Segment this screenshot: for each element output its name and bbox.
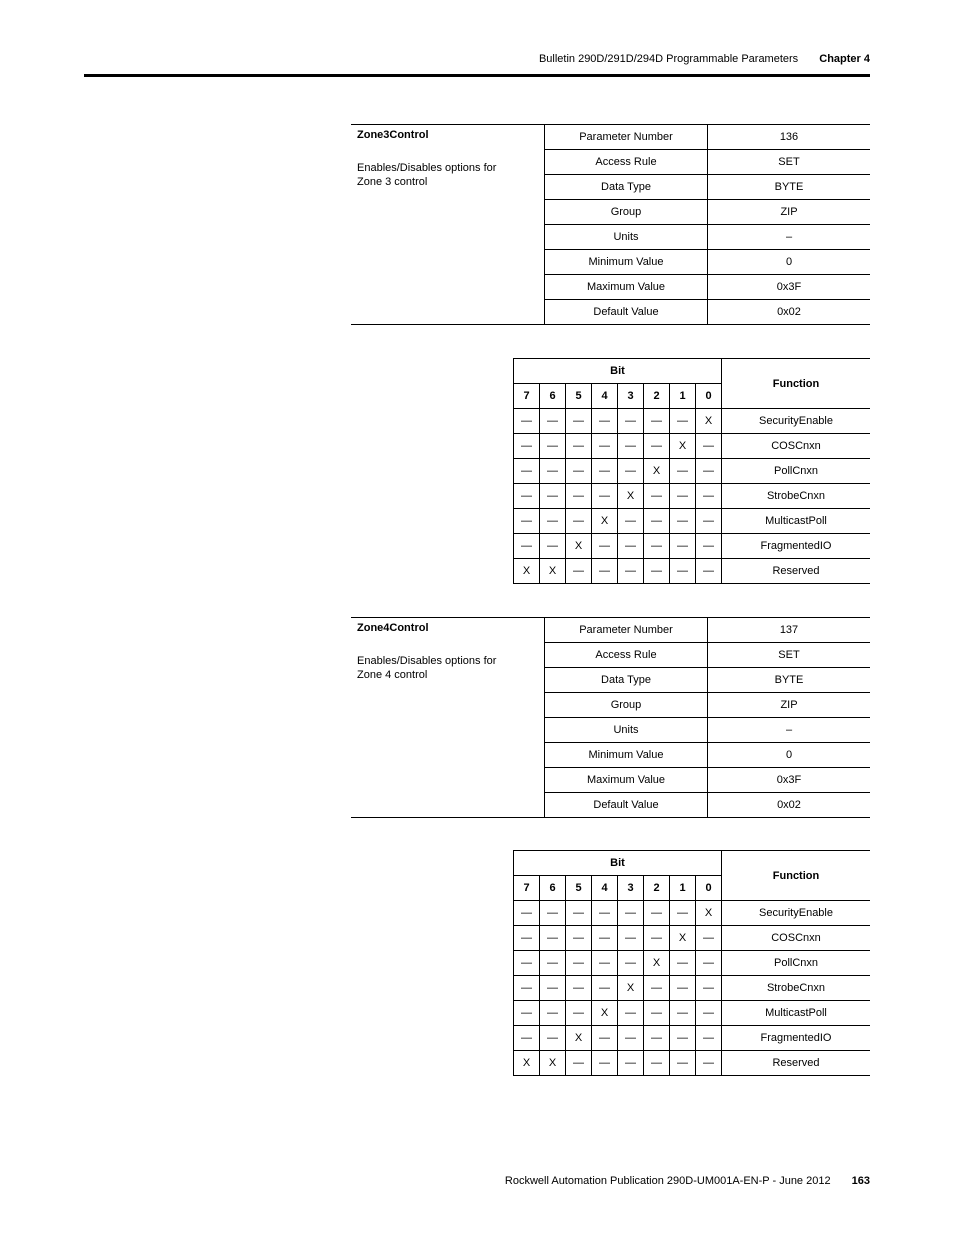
bit-cell: X [514,559,540,584]
bit-cell: — [592,434,618,459]
table-row [514,901,871,926]
bit-cell: — [592,951,618,976]
bit-number: 2 [644,384,670,409]
bit-cell: — [592,409,618,434]
bit-number: 0 [696,876,722,901]
bit-cell: — [592,534,618,559]
bit-cell: — [540,1001,566,1026]
bit-cell: — [618,459,644,484]
bit-cell: — [514,534,540,559]
header-title: Bulletin 290D/291D/294D Programmable Parameters [538,53,799,65]
bit-cell: X [696,901,722,926]
bit-cell: — [540,901,566,926]
bit-cell: — [540,951,566,976]
bit-cell: — [618,1026,644,1051]
param-label: Units [545,225,708,250]
bit-cell: — [566,509,592,534]
bit-cell: — [696,509,722,534]
bit-cell: — [592,459,618,484]
bit-cell: — [514,459,540,484]
bit-cell: — [696,459,722,484]
bit-cell: — [618,951,644,976]
param-value: BYTE [708,668,871,693]
function-cell: MulticastPoll [722,1001,871,1026]
table-row [514,1001,871,1026]
bit-number: 2 [644,876,670,901]
param-label: Group [545,200,708,225]
bit-cell: — [618,1051,644,1076]
header-rule [84,74,870,77]
bit-cell: — [618,409,644,434]
table-row [514,951,871,976]
bit-cell: X [618,976,644,1001]
bit-cell: — [644,509,670,534]
param-value: 0x3F [708,768,871,793]
bit-cell: X [540,1051,566,1076]
bit-cell: — [566,1051,592,1076]
publication-info: Rockwell Automation Publication 290D-UM001A-EN-P - June 2012 [504,1175,831,1187]
bit-cell: — [696,976,722,1001]
table-row [514,534,871,559]
bit-cell: — [566,976,592,1001]
page-footer [0,1175,870,1187]
function-cell: MulticastPoll [722,509,871,534]
bit-cell: X [540,559,566,584]
bit-cell: X [670,926,696,951]
bit-cell: — [540,976,566,1001]
bit-cell: — [566,559,592,584]
bit-cell: — [618,559,644,584]
parameter-table-zone3 [351,124,870,325]
bit-cell: — [592,559,618,584]
bit-cell: — [540,534,566,559]
function-header: Function [722,359,871,409]
bit-cell: X [592,1001,618,1026]
bit-cell: — [566,951,592,976]
bit-cell: X [592,509,618,534]
bit-cell: — [566,926,592,951]
param-label: Default Value [545,793,708,818]
bit-number: 1 [670,876,696,901]
param-label: Parameter Number [545,125,708,150]
function-cell: SecurityEnable [722,409,871,434]
table-row [514,409,871,434]
param-label: Units [545,718,708,743]
param-value: ZIP [708,693,871,718]
bit-cell: — [670,976,696,1001]
bit-cell: — [592,976,618,1001]
bit-number: 3 [618,384,644,409]
bit-cell: — [540,926,566,951]
function-cell: PollCnxn [722,951,871,976]
page-header [0,53,870,65]
bit-cell: — [644,534,670,559]
bit-cell: — [696,484,722,509]
function-cell: COSCnxn [722,926,871,951]
bit-number: 1 [670,384,696,409]
bit-cell: X [514,1051,540,1076]
bit-cell: X [670,434,696,459]
param-value: 137 [708,618,871,643]
bit-cell: — [644,1026,670,1051]
table-row [514,484,871,509]
param-value: BYTE [708,175,871,200]
bit-cell: — [514,976,540,1001]
table-row [514,926,871,951]
bit-cell: — [670,459,696,484]
bit-cell: — [540,509,566,534]
bit-cell: — [644,559,670,584]
bit-cell: — [670,534,696,559]
bit-cell: — [592,1026,618,1051]
function-cell: PollCnxn [722,459,871,484]
param-label: Group [545,693,708,718]
param-label: Access Rule [545,150,708,175]
bit-cell: — [696,1051,722,1076]
bit-cell: — [540,409,566,434]
bit-number: 7 [514,384,540,409]
function-cell: COSCnxn [722,434,871,459]
param-value: 0x02 [708,300,871,325]
bit-number: 5 [566,384,592,409]
bit-cell: — [540,434,566,459]
table-row [514,459,871,484]
bit-cell: — [644,976,670,1001]
parameter-description-cell [351,125,545,325]
bit-cell: — [644,901,670,926]
bit-cell: — [514,434,540,459]
bit-table-zone4 [513,850,870,1076]
param-label: Data Type [545,668,708,693]
table-row [514,1026,871,1051]
param-value: – [708,718,871,743]
param-value: 136 [708,125,871,150]
bit-cell: — [514,926,540,951]
bit-number: 6 [540,876,566,901]
bit-number: 5 [566,876,592,901]
bit-cell: X [644,951,670,976]
param-value: SET [708,150,871,175]
chapter-label: Chapter 4 [819,53,870,65]
bit-header: Bit [514,359,722,384]
bit-cell: — [670,951,696,976]
bit-cell: — [696,951,722,976]
bit-cell: X [696,409,722,434]
param-value: 0x3F [708,275,871,300]
function-cell: Reserved [722,1051,871,1076]
bit-cell: — [514,901,540,926]
page-number: 163 [851,1175,870,1187]
bit-cell: — [618,901,644,926]
parameter-name: Zone3Control [357,129,429,141]
bit-cell: — [540,484,566,509]
bit-cell: — [644,409,670,434]
param-label: Maximum Value [545,768,708,793]
bit-number: 4 [592,384,618,409]
bit-cell: — [566,409,592,434]
parameter-description-cell [351,618,545,818]
function-header: Function [722,851,871,901]
bit-cell: — [618,926,644,951]
bit-number: 0 [696,384,722,409]
param-label: Minimum Value [545,743,708,768]
bit-cell: — [670,1001,696,1026]
bit-cell: — [566,459,592,484]
param-value: 0x02 [708,793,871,818]
bit-cell: X [566,1026,592,1051]
parameter-table-zone4 [351,617,870,818]
bit-cell: X [618,484,644,509]
function-cell: FragmentedIO [722,1026,871,1051]
bit-cell: — [618,534,644,559]
bit-cell: — [696,1001,722,1026]
bit-cell: — [592,1051,618,1076]
bit-cell: — [618,1001,644,1026]
bit-cell: — [514,1026,540,1051]
param-value: – [708,225,871,250]
param-label: Default Value [545,300,708,325]
parameter-name: Zone4Control [357,622,429,634]
bit-cell: — [514,1001,540,1026]
bit-cell: — [592,484,618,509]
bit-cell: — [566,484,592,509]
bit-cell: — [592,926,618,951]
bit-number: 3 [618,876,644,901]
param-label: Access Rule [545,643,708,668]
bit-cell: — [566,434,592,459]
table-row [514,509,871,534]
parameter-description: Enables/Disables options for Zone 4 control [357,655,497,681]
function-cell: SecurityEnable [722,901,871,926]
parameter-description: Enables/Disables options for Zone 3 control [357,162,497,188]
bit-cell: — [670,1051,696,1076]
bit-cell: — [618,434,644,459]
bit-cell: — [618,509,644,534]
bit-cell: — [644,484,670,509]
bit-number: 7 [514,876,540,901]
table-row [514,976,871,1001]
bit-cell: — [514,951,540,976]
bit-cell: — [514,409,540,434]
bit-table-zone3 [513,358,870,584]
bit-cell: — [696,1026,722,1051]
function-cell: StrobeCnxn [722,484,871,509]
bit-cell: — [696,434,722,459]
bit-cell: — [644,1001,670,1026]
bit-cell: — [670,901,696,926]
bit-cell: — [566,1001,592,1026]
param-label: Data Type [545,175,708,200]
bit-cell: — [670,559,696,584]
bit-cell: — [644,1051,670,1076]
bit-cell: X [644,459,670,484]
bit-cell: — [540,1026,566,1051]
bit-cell: — [566,901,592,926]
bit-number: 6 [540,384,566,409]
bit-cell: — [592,901,618,926]
bit-cell: — [696,534,722,559]
bit-cell: — [514,484,540,509]
table-row [514,559,871,584]
bit-cell: — [670,484,696,509]
bit-cell: — [644,926,670,951]
param-label: Maximum Value [545,275,708,300]
bit-cell: — [696,926,722,951]
bit-cell: — [670,409,696,434]
param-label: Minimum Value [545,250,708,275]
bit-cell: — [514,509,540,534]
bit-cell: — [670,1026,696,1051]
param-value: 0 [708,743,871,768]
bit-cell: — [644,434,670,459]
bit-cell: — [540,459,566,484]
bit-cell: — [670,509,696,534]
bit-number: 4 [592,876,618,901]
bit-cell: X [566,534,592,559]
param-value: SET [708,643,871,668]
param-value: 0 [708,250,871,275]
function-cell: FragmentedIO [722,534,871,559]
bit-cell: — [696,559,722,584]
bit-header: Bit [514,851,722,876]
table-row [514,434,871,459]
function-cell: Reserved [722,559,871,584]
param-value: ZIP [708,200,871,225]
table-row [514,1051,871,1076]
param-label: Parameter Number [545,618,708,643]
function-cell: StrobeCnxn [722,976,871,1001]
